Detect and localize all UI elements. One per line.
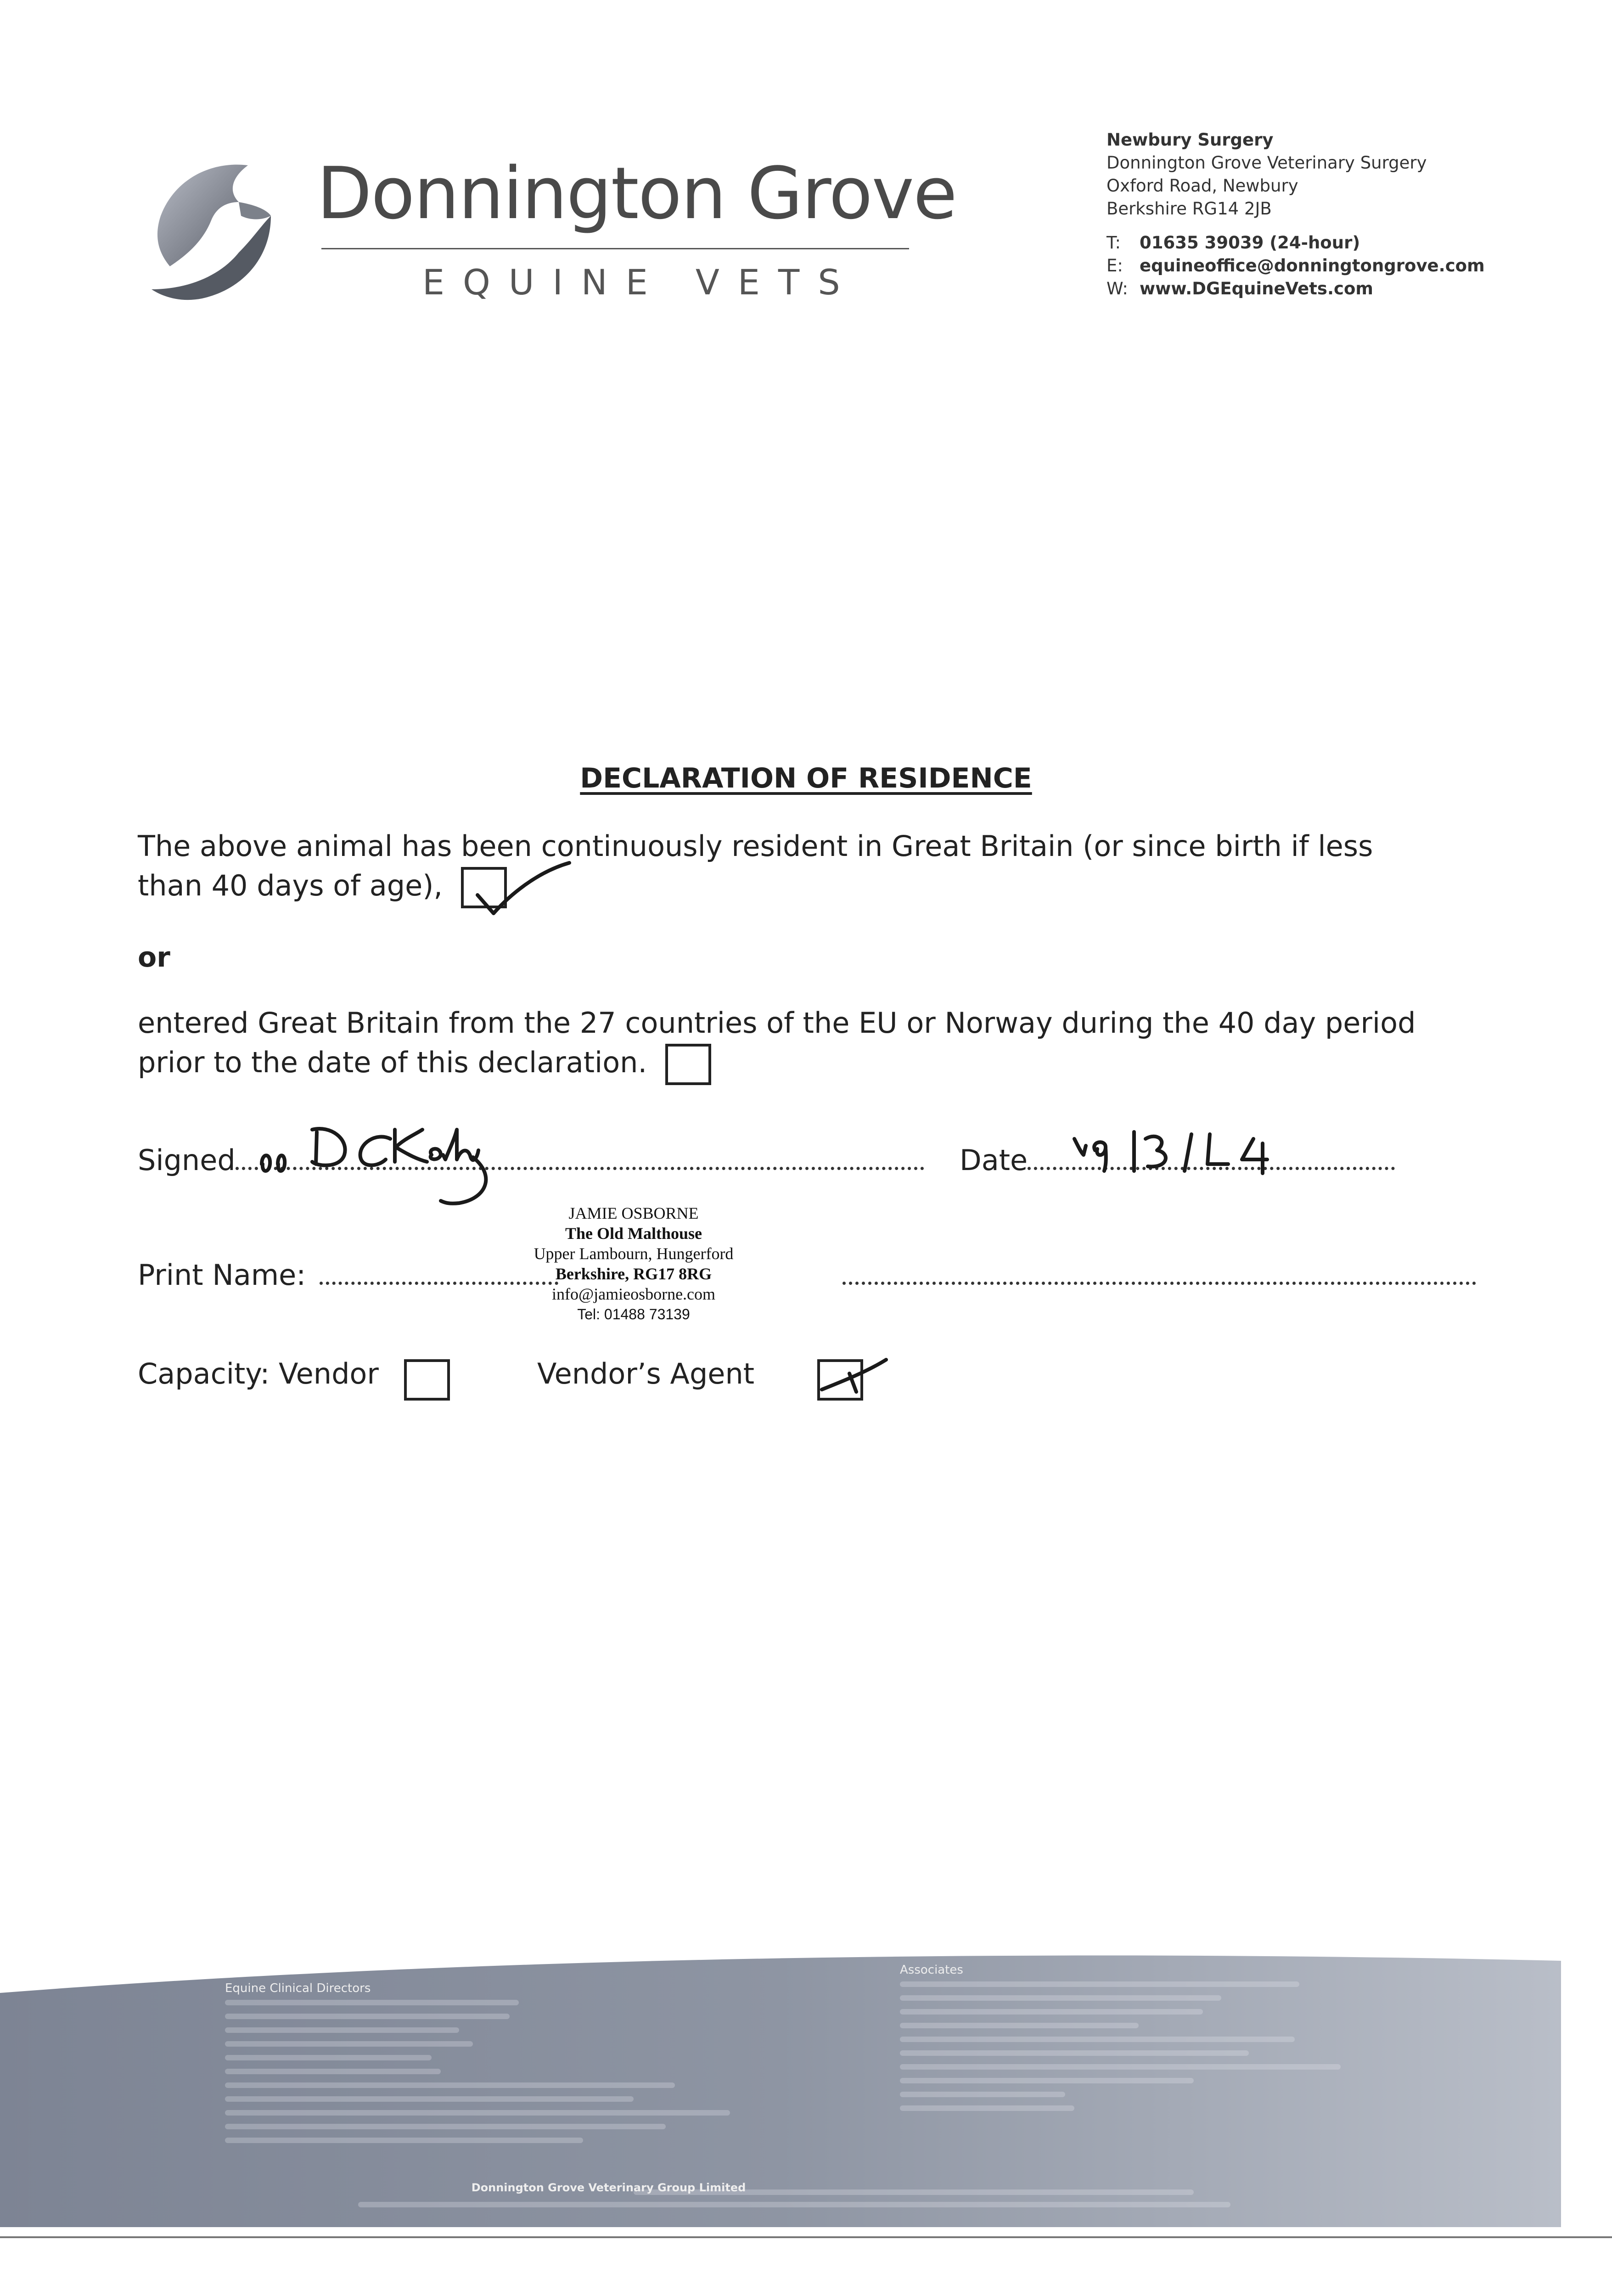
footer-associates-heading: Associates <box>900 1963 963 1977</box>
date-label: Date <box>960 1143 1028 1177</box>
phone-number: 01635 39039 (24-hour) <box>1140 233 1360 253</box>
agent-check-mark-icon <box>817 1348 909 1403</box>
surgery-line-3: Berkshire RG14 2JB <box>1106 199 1272 219</box>
print-name-label: Print Name: <box>138 1258 306 1292</box>
website-link[interactable]: www.DGEquineVets.com <box>1140 279 1373 298</box>
handwritten-date-icon <box>1070 1120 1309 1180</box>
surgery-line-2: Oxford Road, Newbury <box>1106 176 1298 196</box>
option-2-checkbox[interactable] <box>665 1044 711 1085</box>
footer-band <box>0 1942 1612 2296</box>
footer-company-name: Donnington Grove Veterinary Group Limited <box>471 2181 746 2194</box>
option-1-text: The above animal has been continuously resident in Great Britain (or since birth if less than 40 days of age), <box>138 829 1373 902</box>
document-title: DECLARATION OF RESIDENCE <box>580 762 1032 794</box>
stamp-email: info@jamieosborne.com <box>551 1285 716 1303</box>
surgery-address <box>1106 129 1485 300</box>
print-name-line-right[interactable] <box>843 1263 1476 1285</box>
declaration-option-1 <box>138 827 1423 908</box>
logo-icon <box>133 152 298 317</box>
vendor-checkbox[interactable] <box>404 1359 450 1401</box>
signed-label: Signed <box>138 1143 236 1177</box>
email-address[interactable]: equineoffice@donningtongrove.com <box>1140 256 1485 276</box>
phone-label: T: <box>1106 233 1121 253</box>
web-label: W: <box>1106 279 1128 298</box>
footer-directors-heading: Equine Clinical Directors <box>225 1981 371 1995</box>
check-mark-icon <box>459 844 569 900</box>
or-separator: or <box>138 941 170 974</box>
address-stamp <box>505 1203 762 1324</box>
stamp-line-1: The Old Malthouse <box>565 1224 702 1243</box>
vendor-agent-checkbox[interactable] <box>817 1359 863 1401</box>
declaration-option-2 <box>138 1003 1423 1085</box>
stamp-tel: Tel: 01488 73139 <box>577 1306 690 1322</box>
surgery-heading: Newbury Surgery <box>1106 130 1274 150</box>
vendor-agent-label: Vendor’s Agent <box>537 1357 755 1390</box>
option-2-text: entered Great Britain from the 27 countries of the EU or Norway during the 40 day period prior to the date of this declaration. <box>138 1006 1416 1079</box>
brand-name: Donnington Grove <box>317 152 956 235</box>
brand-subtitle: EQUINE VETS <box>422 262 859 303</box>
option-1-checkbox[interactable] <box>461 867 507 908</box>
email-label: E: <box>1106 256 1123 276</box>
print-name-field <box>138 1258 1476 1292</box>
stamp-line-3: Berkshire, RG17 8RG <box>555 1265 712 1283</box>
surgery-line-1: Donnington Grove Veterinary Surgery <box>1106 153 1427 173</box>
capacity-label: Capacity: Vendor <box>138 1357 379 1390</box>
footer-company <box>0 2181 1612 2194</box>
stamp-line-2: Upper Lambourn, Hungerford <box>534 1244 734 1263</box>
stamp-name: JAMIE OSBORNE <box>568 1204 699 1222</box>
brand-divider <box>321 248 909 249</box>
